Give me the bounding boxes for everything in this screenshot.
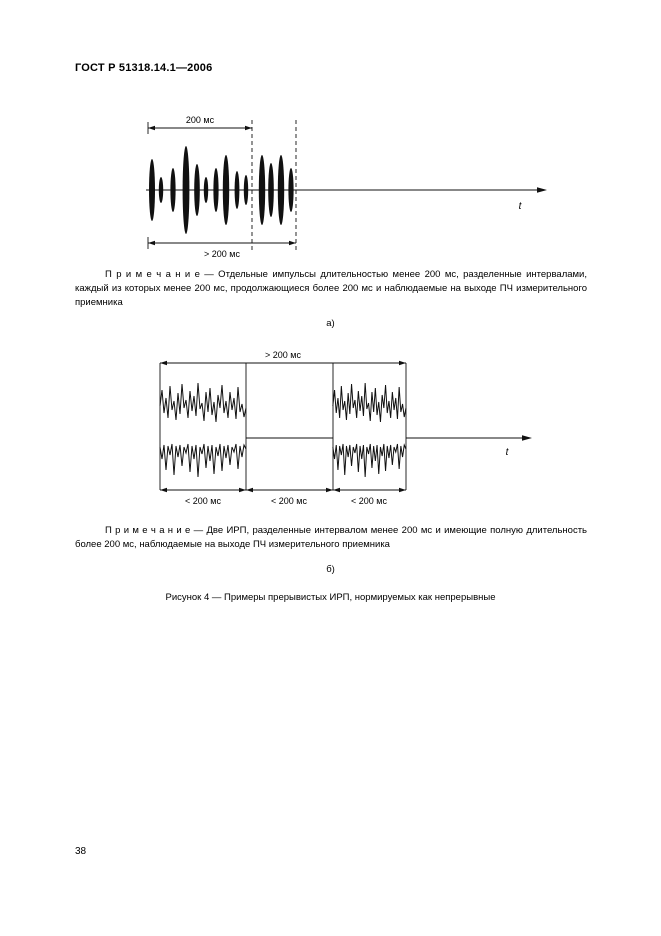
noise-trace-lower [160, 444, 246, 477]
dimension-bottom-3 [333, 488, 406, 506]
dimension-top-label: > 200 мс [265, 350, 301, 360]
burst-diagram [155, 348, 545, 516]
note-part-b: П р и м е ч а н и е — Две ИРП, разделенные интервалом менее 200 мс и имеющие полную длительность более 200 мс, наблюдаемые на выходе ПЧ измерительного приемника [75, 525, 587, 550]
noise-trace-upper [160, 383, 246, 422]
sublabel-b: б) [326, 564, 335, 575]
document-number: ГОСТ Р 51318.14.1—2006 [75, 62, 213, 74]
dimension-bottom-label: > 200 мс [204, 249, 240, 259]
pulse-train-diagram [140, 112, 555, 262]
dimension-bottom [148, 237, 296, 259]
sublabel-a: а) [326, 318, 335, 329]
axis-t-label: t [505, 447, 509, 458]
dimension-top [160, 350, 406, 365]
figure-part-a-diagram [140, 112, 555, 267]
dimension-top-label: 200 мс [185, 115, 215, 125]
time-axis-arrowhead [522, 435, 532, 441]
figure-part-b-diagram [155, 348, 545, 521]
axis-t-label: t [518, 201, 522, 212]
time-axis-arrowhead [537, 187, 547, 193]
dimension-top [148, 115, 252, 134]
page-number: 38 [75, 846, 87, 857]
dimension-bottom-label-3: < 200 мс [351, 496, 387, 506]
dimension-bottom-2 [246, 488, 333, 506]
figure-caption: Рисунок 4 — Примеры прерывистых ИРП, нормируемых как непрерывные [165, 592, 496, 603]
noise-burst-2 [333, 383, 406, 477]
dimension-bottom-label-1: < 200 мс [185, 496, 221, 506]
note-part-a: П р и м е ч а н и е — Отдельные импульсы длительностью менее 200 мс, разделенные интервалами, каждый из которых менее 200 мс, продолжающиеся более 200 мс и наблюдаемые на выходе ПЧ измерительного приемника [75, 269, 587, 308]
noise-burst [160, 383, 246, 477]
dimension-bottom-label-2: < 200 мс [271, 496, 307, 506]
dimension-bottom-1 [160, 488, 246, 506]
